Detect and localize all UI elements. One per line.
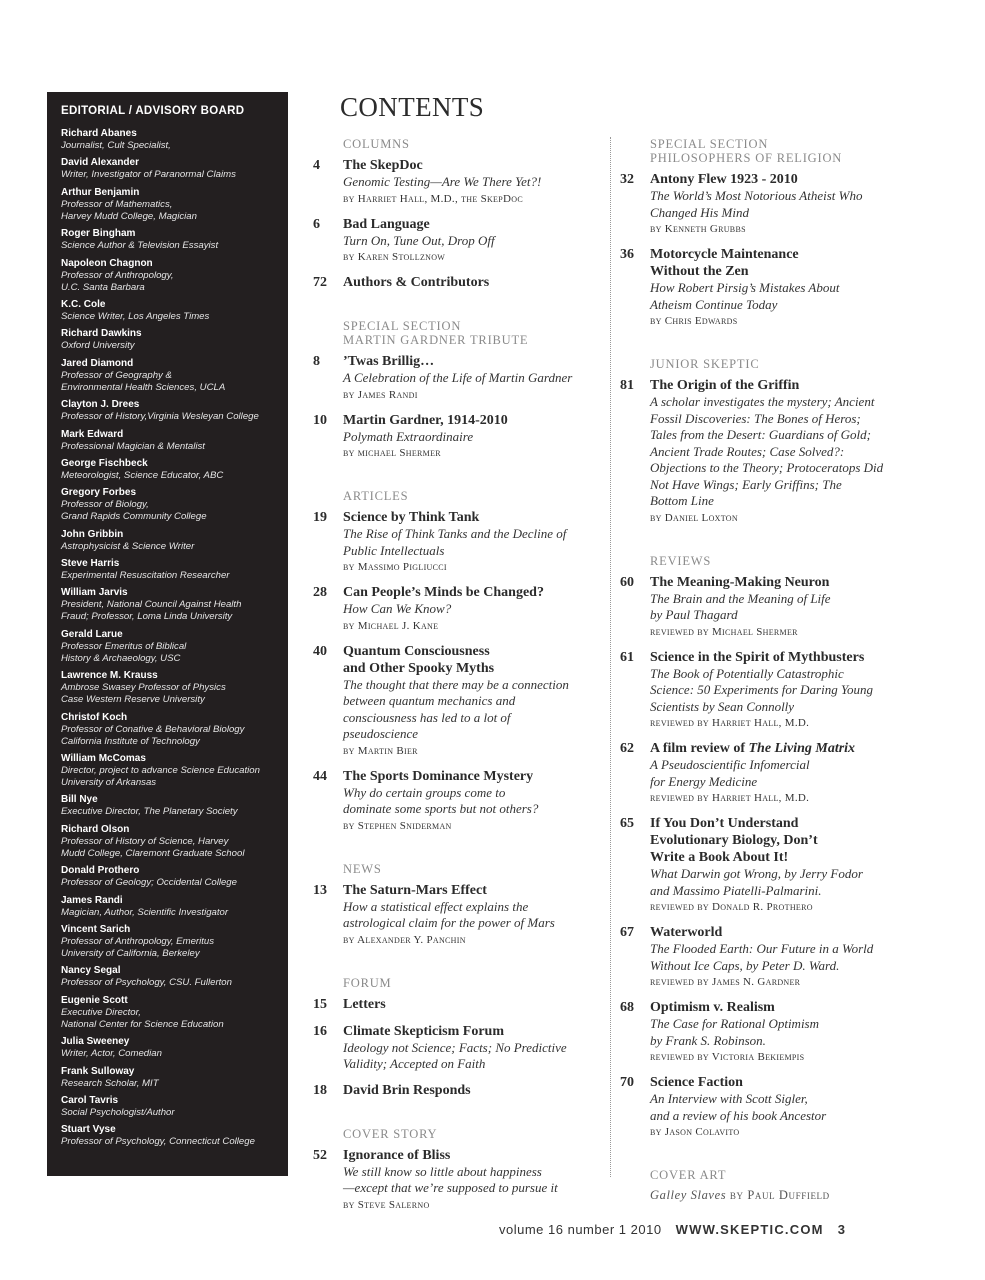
page-number: 3 [837,1222,846,1237]
entry-title-text: Antony Flew 1923 - 2010 [650,172,798,187]
board-member [61,328,278,352]
entry-title [343,584,598,601]
entry-title-text: Optimism v. Realism [650,1000,775,1015]
entry-title [343,274,598,291]
entry-byline: by Jason Colavito [650,1126,740,1138]
entry-subtitle: The World’s Most Notorious Atheist Who Changed His Mind [650,188,863,220]
section-heading [313,976,598,990]
member-description: Professor of Psychology, CSU. Fullerton [61,977,232,989]
entry-subtitle: Genomic Testing—Are We There Yet?! [343,174,542,189]
entry-title-text: The SkepDoc [343,158,423,173]
section-heading [620,554,910,568]
member-description: Science Writer, Los Angeles Times [61,310,210,322]
page-number: 15 [313,996,327,1012]
page-number: 68 [620,1000,634,1015]
member-description: Social Psychologist/Author [61,1106,175,1118]
member-name: Roger Bingham [61,228,136,240]
page-number: 6 [313,216,320,232]
entry-title [343,1082,598,1099]
entry-subtitle: The Brain and the Meaning of Life by Paul Thagard [650,590,831,622]
entry-subtitle: How Can We Know? [343,601,452,616]
entry-byline: by Kenneth Grubbs [650,223,746,235]
entry-title [650,171,910,188]
board-member [61,187,278,223]
member-name: Vincent Sarich [61,923,131,935]
page-number: 40 [313,643,327,659]
entry-title-text: Can People’s Minds be Changed? [343,585,544,600]
member-description: Ambrose Swasey Professor of Physics Case Western Reserve University [61,682,226,706]
board-member [61,358,278,394]
page-number: 62 [620,741,634,756]
member-description: Executive Director, National Center for Science Education [61,1006,224,1030]
member-name: Bill Nye [61,794,98,806]
entry-title [343,216,598,233]
member-description: Meteorologist, Science Educator, ABC [61,469,224,481]
toc-entry[interactable] [313,643,598,759]
entry-title [343,1023,598,1040]
entry-title [343,996,598,1013]
entry-title-text: The Origin of the Griffin [650,378,800,393]
entry-subtitle: The Book of Potentially Catastrophic Science: 50 Experiments for Daring Young Scientists by Sean Connolly [650,665,874,714]
board-member [61,1066,278,1090]
member-name: Lawrence M. Krauss [61,670,158,682]
board-member-list [61,128,278,1148]
section-label: SPECIAL SECTION [650,137,769,151]
member-name: Donald Prothero [61,865,140,877]
entry-title [343,412,598,429]
entry-title [343,157,598,174]
member-name: William McComas [61,753,146,765]
entry-subtitle: The Case for Rational Optimism by Frank S. Robinson. [650,1016,820,1048]
contents-title: CONTENTS [340,92,485,122]
page-number: 67 [620,925,634,940]
member-description: Experimental Resuscitation Researcher [61,570,230,582]
member-name: Clayton J. Drees [61,399,140,411]
page-number: 70 [620,1075,634,1090]
entry-subtitle: The thought that there may be a connection between quantum mechanics and consciousness has led to a lot of pseudoscience [343,676,569,741]
entry-title-text: The Meaning-Making Neuron [650,574,830,590]
member-description: Professor of Anthropology, U.C. Santa Barbara [61,269,174,293]
board-member [61,399,278,423]
entry-byline: reviewed by Michael Shermer [650,625,798,638]
member-description: Executive Director, The Planetary Society [61,806,238,818]
entry-title [650,740,910,757]
section-label: COVER ART [650,1168,727,1182]
member-name: David Alexander [61,157,139,169]
entry-title [650,377,910,394]
section-label: ARTICLES [343,489,409,503]
section-label: REVIEWS [650,553,712,568]
entry-byline: by Martin Bier [343,744,418,757]
entry-title-emphasis: The Living Matrix [748,741,856,756]
section-heading [620,357,910,371]
section-label-line2: PHILOSOPHERS OF RELIGION [650,151,843,165]
board-member [61,128,278,152]
toc-entry[interactable] [313,1023,598,1073]
board-member [61,228,278,252]
member-name: Napoleon Chagnon [61,257,153,269]
member-name: Gerald Larue [61,628,123,640]
toc-entry[interactable] [313,353,598,403]
member-description: Magician, Author, Scientific Investigator [61,906,229,918]
board-member [61,753,278,789]
entry-title [650,246,910,280]
board-member [61,824,278,860]
entry-subtitle: Ideology not Science; Facts; No Predictive Validity; Accepted on Faith [343,1039,567,1071]
entry-title [650,924,910,941]
toc-entry[interactable] [313,584,598,634]
entry-byline: by Massimo Pigliucci [343,561,447,573]
member-name: Mark Edward [61,428,124,440]
page-number: 81 [620,378,634,393]
entry-title [650,649,910,666]
entry-byline: reviewed by Harriet Hall, M.D. [650,717,810,729]
page-number: 19 [313,510,327,525]
toc-entry[interactable] [313,996,598,1013]
entry-title-text: Bad Language [343,216,430,232]
member-description: Professor of Mathematics, Harvey Mudd College, Magician [61,198,197,222]
toc-entry[interactable] [620,574,910,640]
member-name: John Gribbin [61,528,124,540]
member-description: Research Scholar, MIT [61,1077,159,1089]
entry-byline: by Daniel Loxton [650,511,738,524]
board-member [61,587,278,623]
toc-entry[interactable] [620,1074,910,1140]
entry-title [650,1074,910,1091]
entry-title-text: Science by Think Tank [343,510,480,525]
entry-title-text: Science Faction [650,1075,743,1090]
page-number: 10 [313,412,327,428]
entry-title [650,999,910,1016]
entry-byline: by James Randi [343,388,418,401]
entry-subtitle: Why do certain groups come to dominate some sports but not others? [343,784,539,816]
board-member [61,258,278,294]
member-name: Eugenie Scott [61,994,128,1006]
member-name: William Jarvis [61,587,128,599]
member-name: James Randi [61,894,123,906]
entry-subtitle: An Interview with Scott Sigler, and a review of his book Ancestor [650,1091,827,1123]
entry-byline: by Steve Salerno [343,1198,430,1211]
member-name: Jared Diamond [61,357,134,369]
toc-entry[interactable] [313,274,598,291]
page-number: 36 [620,247,634,262]
page-number: 8 [313,354,320,369]
board-member [61,1095,278,1119]
board-member [61,629,278,665]
entry-title-text: If You Don’t Understand Evolutionary Biology, Don’t Write a Book About It! [650,816,818,865]
toc-entry[interactable] [313,509,598,575]
member-description: Science Author & Television Essayist [61,240,219,252]
member-name: Julia Sweeney [61,1036,130,1048]
member-description: Writer, Actor, Comedian [61,1048,162,1060]
toc-entry[interactable] [620,924,910,990]
member-name: Christof Koch [61,711,128,723]
entry-subtitle: The Rise of Think Tanks and the Decline of Public Intellectuals [343,526,567,558]
page-number: 4 [313,158,320,173]
toc-entry[interactable] [620,171,910,237]
entry-subtitle: Turn On, Tune Out, Drop Off [343,232,495,248]
section-label: COLUMNS [343,137,410,151]
section-label: NEWS [343,861,382,876]
member-description: Writer, Investigator of Paranormal Claims [61,169,236,181]
editorial-board-sidebar [47,92,288,1176]
entry-subtitle: How Robert Pirsig’s Mistakes About Atheism Continue Today [650,280,840,312]
member-description: Professor of Geography & Environmental Health Sciences, UCLA [61,369,226,393]
page-number: 18 [313,1082,327,1098]
board-member [61,157,278,181]
entry-byline: by Stephen Sniderman [343,819,452,832]
entry-title-text: David Brin Responds [343,1082,471,1098]
page-number: 72 [313,275,327,290]
section-heading [313,137,598,151]
board-member [61,794,278,818]
contents-column-left [313,134,598,1222]
toc-entry[interactable] [620,740,910,806]
board-member [61,429,278,453]
section-label: COVER STORY [343,1126,438,1141]
entry-byline: by Chris Edwards [650,315,738,327]
member-name: Carol Tavris [61,1094,119,1106]
cover-art-title: Galley Slaves [650,1188,727,1202]
member-name: K.C. Cole [61,298,106,310]
board-member [61,558,278,582]
toc-entry[interactable] [313,1147,598,1213]
entry-byline: by Harriet Hall, M.D., the SkepDoc [343,192,523,205]
page-number: 16 [313,1023,327,1039]
entry-subtitle: A scholar investigates the mystery; Ancient Fossil Discoveries: The Bones of Heros; Tales from the Desert: Guardians of Gold; Ancient Trade Routes; Case Solved?: Objections to the Theory; Protoceratops Did Not Have Wings; Early Griffins; The Bottom Line [650,394,884,508]
toc-entry[interactable] [620,815,910,915]
entry-byline: by michael Shermer [343,447,441,459]
board-heading: EDITORIAL / ADVISORY BOARD [61,105,245,117]
toc-entry[interactable] [313,157,598,207]
board-member [61,529,278,553]
board-member [61,1124,278,1148]
board-member [61,995,278,1031]
section-heading [313,489,598,503]
board-member [61,712,278,748]
entry-title-text: Waterworld [650,925,723,940]
page-number: 61 [620,649,634,665]
member-name: George Fischbeck [61,457,148,469]
board-member [61,487,278,523]
entry-title-text: The Sports Dominance Mystery [343,768,534,784]
section-label: JUNIOR SKEPTIC [650,357,760,371]
section-label-line2: MARTIN GARDNER TRIBUTE [343,333,529,347]
section-heading [620,137,910,165]
page-number: 65 [620,816,634,831]
member-description: Professional Magician & Mentalist [61,440,205,452]
column-divider [610,137,611,1177]
member-description: Professor of Geology; Occidental College [61,877,237,889]
member-description: Professor of History of Science, Harvey Mudd College, Claremont Graduate School [61,835,245,859]
toc-entry[interactable] [620,999,910,1065]
entry-title [343,643,598,677]
issue-info: volume 16 number 1 2010 [499,1222,662,1237]
entry-title-text: ’Twas Brillig… [343,354,435,369]
toc-entry[interactable] [313,216,598,266]
entry-byline: reviewed by Victoria Bekiempis [650,1051,805,1063]
page-number: 52 [313,1147,327,1163]
section-heading [313,862,598,876]
member-name: Frank Sulloway [61,1065,135,1077]
board-member [61,299,278,323]
toc-entry[interactable] [313,882,598,948]
toc-entry[interactable] [620,377,910,526]
entry-subtitle: How a statistical effect explains the astrological claim for the power of Mars [343,898,555,930]
section-heading [313,1127,598,1141]
toc-entry[interactable] [313,768,598,834]
member-description: Journalist, Cult Specialist, [61,140,171,151]
board-member [61,895,278,919]
page-number: 60 [620,574,634,590]
member-description: Professor of History,Virginia Wesleyan College [61,411,259,423]
section-label: FORUM [343,975,392,990]
entry-byline: reviewed by Harriet Hall, M.D. [650,792,810,804]
page-number: 13 [313,882,327,898]
entry-title-text: The Saturn-Mars Effect [343,882,487,898]
board-member [61,458,278,482]
member-name: Arthur Benjamin [61,186,140,198]
page-number: 32 [620,172,634,187]
member-name: Richard Dawkins [61,328,142,340]
entry-title-text: Quantum Consciousness and Other Spooky Myths [343,643,495,676]
member-name: Stuart Vyse [61,1124,116,1136]
entry-title [343,353,598,370]
entry-byline: reviewed by James N. Gardner [650,976,801,988]
board-member [61,965,278,989]
member-description: Professor of Biology, Grand Rapids Community College [61,499,207,523]
entry-title-text: Ignorance of Bliss [343,1147,451,1163]
board-member [61,865,278,889]
board-member [61,1036,278,1060]
entry-byline: reviewed by Donald R. Prothero [650,901,813,913]
entry-subtitle: Polymath Extraordinaire [343,428,474,444]
board-member [61,670,278,706]
entry-byline: by Karen Stollznow [343,251,446,263]
cover-art-byline: by Paul Duffield [729,1188,830,1202]
member-description: President, National Council Against Health Fraud; Professor, Loma Linda University [61,599,242,623]
entry-title-text: Science in the Spirit of Mythbusters [650,649,865,665]
member-name: Nancy Segal [61,965,121,977]
toc-entry[interactable] [313,412,598,462]
member-name: Gregory Forbes [61,487,137,499]
member-name: Richard Olson [61,823,130,835]
contents-column-right [620,134,910,1203]
entry-byline: by Alexander Y. Panchin [343,933,466,946]
toc-entry[interactable] [620,246,910,329]
entry-title-text: Climate Skepticism Forum [343,1023,504,1039]
entry-title [343,1147,598,1164]
member-description: Professor of Psychology, Connecticut College [61,1136,255,1148]
member-description: Professor Emeritus of Biblical History & Archaeology, USC [61,640,187,664]
entry-title-text: Motorcycle Maintenance Without the Zen [650,247,799,279]
member-description: Oxford University [61,340,135,352]
member-description: Professor of Anthropology, Emeritus University of California, Berkeley [61,935,215,959]
entry-subtitle: We still know so little about happiness —except that we’re supposed to pursue it [343,1163,558,1195]
toc-entry[interactable] [620,649,910,732]
entry-title [343,882,598,899]
toc-entry[interactable] [313,1082,598,1099]
entry-subtitle: A Pseudoscientific Infomercial for Energy Medicine [650,757,810,789]
member-description: Director, project to advance Science Education University of Arkansas [61,765,260,789]
member-description: Astrophysicist & Science Writer [61,540,195,552]
section-heading [313,319,598,347]
entry-subtitle: The Flooded Earth: Our Future in a World Without Ice Caps, by Peter D. Ward. [650,941,874,973]
entry-title-text: A film review of [650,741,749,756]
section-label: SPECIAL SECTION [343,319,462,333]
board-member [61,924,278,960]
website-link[interactable]: WWW.SKEPTIC.COM [675,1222,824,1237]
member-name: Richard Abanes [61,128,137,139]
entry-title-text: Martin Gardner, 1914-2010 [343,412,508,428]
member-name: Steve Harris [61,558,120,570]
entry-title [650,574,910,591]
page-footer [499,1222,846,1237]
entry-subtitle: What Darwin got Wrong, by Jerry Fodor and Massimo Piatelli-Palmarini. [650,866,863,898]
entry-title [650,815,910,866]
page-number: 28 [313,585,327,600]
entry-title [343,509,598,526]
entry-subtitle: A Celebration of the Life of Martin Gardner [343,370,573,385]
member-description: Professor of Conative & Behavioral Biology California Institute of Technology [61,723,245,747]
entry-title [343,768,598,785]
page-number: 44 [313,768,327,784]
entry-byline: by Michael J. Kane [343,619,439,632]
section-heading [620,1168,910,1182]
cover-art-credit [620,1188,910,1203]
entry-title-text: Authors & Contributors [343,275,490,290]
entry-title-text: Letters [343,996,386,1012]
